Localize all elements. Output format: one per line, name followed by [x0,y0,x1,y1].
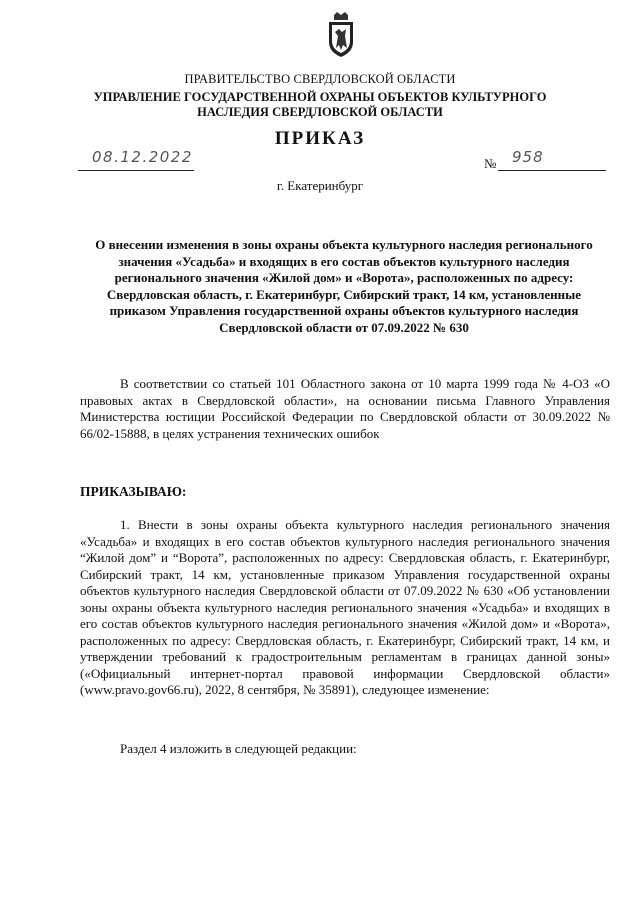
document-date: 08.12.2022 [92,148,193,166]
document-title: ПРИКАЗ [274,128,366,149]
order-item-1-sub: Раздел 4 изложить в следующей редакции: [120,741,357,756]
document-subject: О внесении изменения в зоны охраны объекта культурного наследия регионального значения «Усадьба» и входящих в его состав объектов культурного наследия регионального значения «Жилой дом» и «Ворота», расположенных по адресу: Свердловская область, г. Екатеринбург, Сибирский тракт, 14 км, установленные приказом Управления государственной охраны объектов культурного наследия Свердловской области от 07.09.2022 № 630 [95,237,593,335]
number-sign: № [484,156,497,171]
preamble-paragraph: В соответствии со статьей 101 Областного закона от 10 марта 1999 года № 4-ОЗ «О правовых актах в Свердловской области», на основании письма Главного Управления Министерства юстиции Российской Федерации по Свердловской области от 30.09.2022 № 66/02-15888, в целях устранения технических ошибок [80,376,610,441]
order-item-1: 1. Внести в зоны охраны объекта культурного наследия регионального значения «Усадьба» и входящих в его состав объектов культурного наследия регионального значения “Жилой дом” и “Ворота”, расположенных по адресу: Свердловская область, г. Екатеринбург, Сибирский тракт, 14 км, установленные приказом Управления государственной охраны объектов культурного наследия Свердловской области от 07.09.2022 № 630 «Об установлении зоны охраны объекта культурного наследия регионального значения «Усадьба» и входящих в его состав объектов культурного наследия регионального значения «Жилой дом» и «Ворота», расположенных по адресу: Свердловская область, г. Екатеринбург, Сибирский тракт, 14 км, и утверждении требований к градостроительным регламентам в границах данной зоны» («Официальный интернет-портал правовой информации Свердловской области» (www.pravo.gov66.ru), 2022, 8 сентября, № 35891), следующее изменение: [80,517,610,697]
government-name: ПРАВИТЕЛЬСТВО СВЕРДЛОВСКОЙ ОБЛАСТИ [184,72,456,86]
orders-heading: ПРИКАЗЫВАЮ: [80,484,187,499]
coat-of-arms-icon [326,12,356,58]
document-number: 958 [512,148,544,166]
city: г. Екатеринбург [276,178,364,193]
department-name: УПРАВЛЕНИЕ ГОСУДАРСТВЕННОЙ ОХРАНЫ ОБЪЕКТОВ КУЛЬТУРНОГО НАСЛЕДИЯ СВЕРДЛОВСКОЙ ОБЛАСТИ [93,90,547,119]
